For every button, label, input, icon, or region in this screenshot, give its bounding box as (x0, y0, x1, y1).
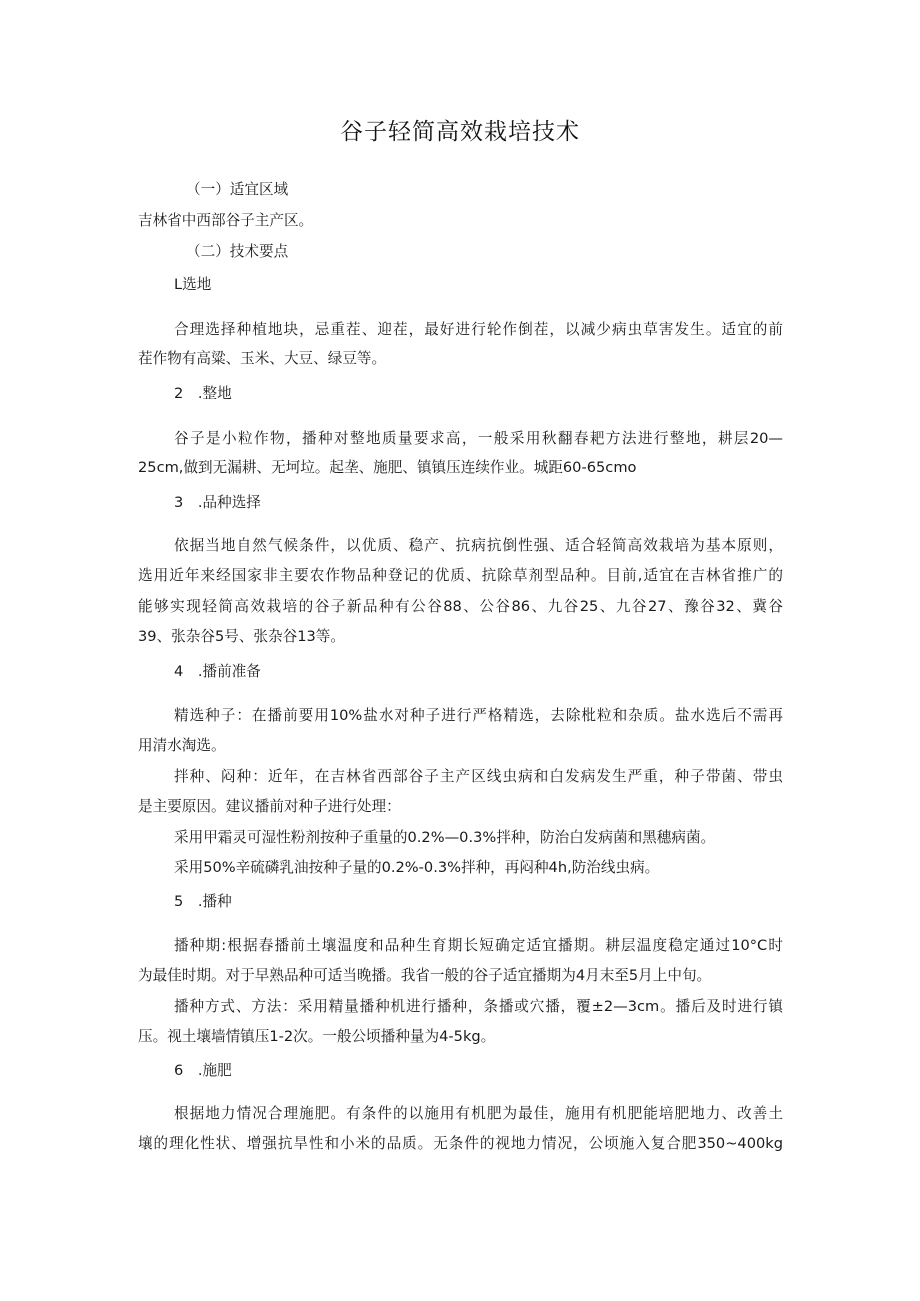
paragraph-line: 是主要原因。建议播前对种子进行处理： (138, 798, 401, 815)
paragraph-line: 用清水淘选。 (138, 737, 226, 754)
paragraph-line: 拌种、闷种：近年，在吉林省西部谷子主产区线虫病和白发病发生严重，种子带菌、带虫 (174, 768, 783, 785)
item-heading-land-preparation: 2 .整地 (174, 385, 232, 402)
item-heading-site-selection: L选地 (174, 276, 212, 293)
region-text: 吉林省中西部谷子主产区。 (138, 212, 314, 229)
paragraph-line: 合理选择种植地块，忌重茬、迎茬，最好进行轮作倒茬，以减少病虫草害发生。适宜的前 (174, 321, 783, 338)
section-heading-region: （一）适宜区域 (186, 181, 289, 198)
paragraph-line: 播种方式、方法：采用精量播种机进行播种，条播或穴播，覆±2—3cm。播后及时进行镇 (174, 998, 783, 1015)
paragraph-line: 壤的理化性状、增强抗旱性和小米的品质。无条件的视地力情况，公顷施入复合肥350~400kg (138, 1135, 783, 1152)
paragraph-line: 压。视土壤墙情镇压1-2次。一般公顷播种量为4-5kg。 (138, 1028, 496, 1045)
paragraph-line: 依据当地自然气候条件，以优质、稳产、抗病抗倒性强、适合轻简高效栽培为基本原则， (174, 537, 783, 554)
item-heading-presowing-preparation: 4 .播前准备 (174, 663, 261, 680)
paragraph-line: 根据地力情况合理施肥。有条件的以施用有机肥为最佳，施用有机肥能培肥地力、改善土 (174, 1105, 783, 1122)
paragraph-line: 精选种子：在播前要用10%盐水对种子进行严格精选，去除枇粒和杂质。盐水选后不需再 (174, 707, 783, 724)
paragraph-line: 选用近年来经国家非主要农作物品种登记的优质、抗除草剂型品种。目前,适宜在吉林省推广的 (138, 567, 783, 584)
paragraph-line: 25cm,做到无漏耕、无坷垃。起垄、施肥、镇镇压连续作业。城距60-65cmo (138, 459, 637, 476)
paragraph-line: 能够实现轻简高效栽培的谷子新品种有公谷88、公谷86、九谷25、九谷27、豫谷32、冀谷 (138, 598, 783, 615)
item-heading-sowing: 5 .播种 (174, 893, 232, 910)
section-heading-key-points: （二）技术要点 (186, 243, 289, 260)
paragraph-line: 采用50%辛硫磷乳油按种子量的0.2%-0.3%拌种，再闷种4h,防治线虫病。 (174, 859, 660, 876)
paragraph-line: 39、张杂谷5号、张杂谷13等。 (138, 628, 345, 645)
paragraph-line: 播种期:根据春播前土壤温度和品种生育期长短确定适宜播期。耕层温度稳定通过10°C时 (174, 937, 783, 954)
paragraph-line: 茬作物有高粱、玉米、大豆、绿豆等。 (138, 350, 387, 367)
item-heading-fertilization: 6 .施肥 (174, 1062, 232, 1079)
paragraph-line: 采用甲霜灵可湿性粉剂按种子重量的0.2%—0.3%拌种，防治白发病菌和黑穗病菌。 (174, 829, 716, 846)
paragraph-line: 谷子是小粒作物，播种对整地质量要求高，一般采用秋翻春耙方法进行整地，耕层20— (174, 430, 783, 447)
page-title: 谷子轻简高效栽培技术 (340, 119, 580, 145)
paragraph-line: 为最佳时期。对于早熟品种可适当晚播。我省一般的谷子适宜播期为4月末至5月上中旬。 (138, 967, 712, 984)
item-heading-variety-selection: 3 .品种选择 (174, 494, 261, 511)
